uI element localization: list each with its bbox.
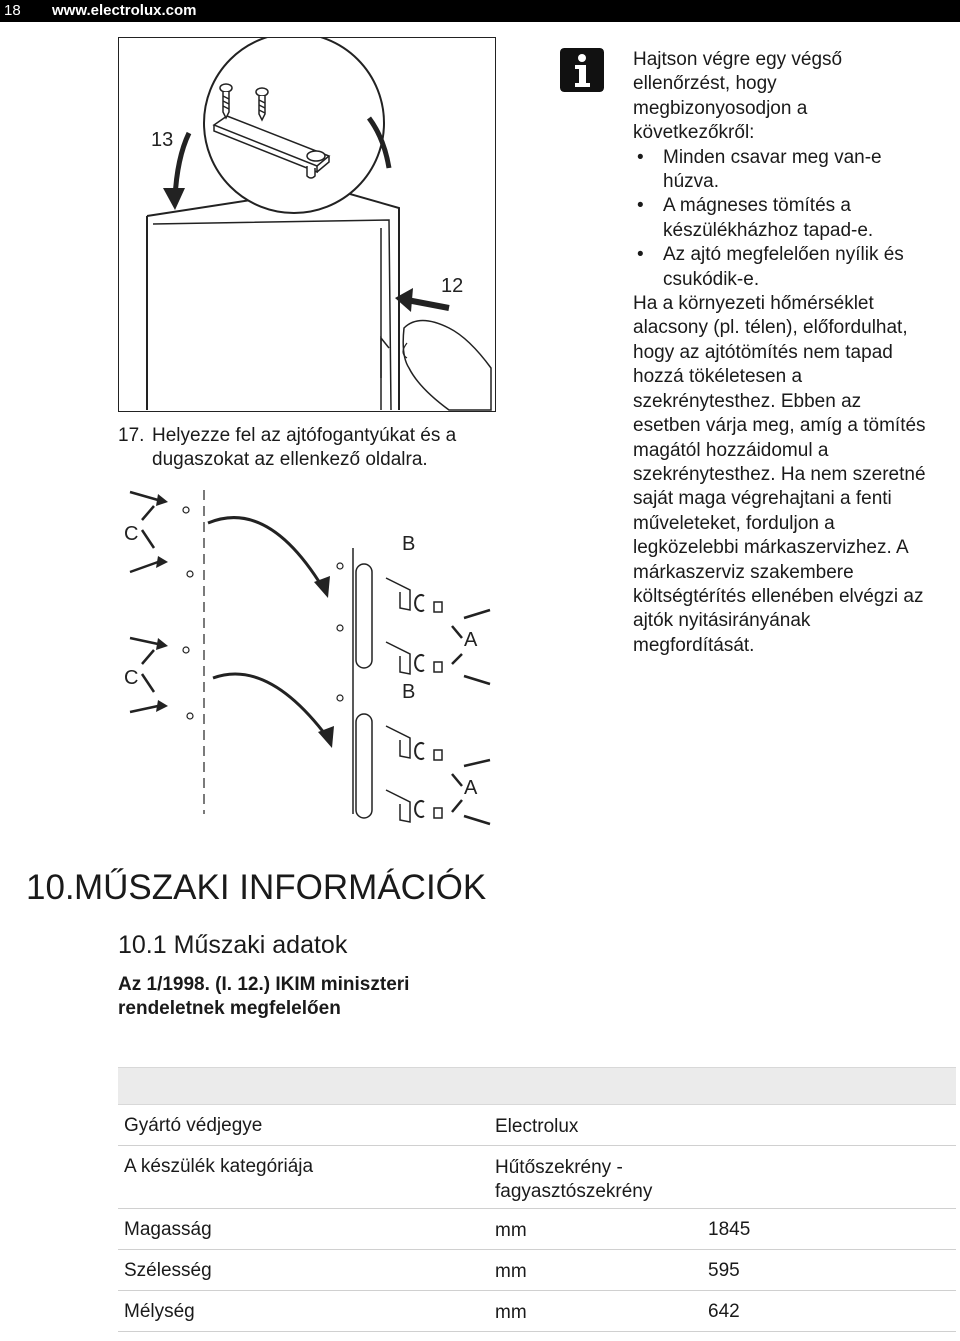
- final-check-note: [633, 48, 933, 658]
- spec-label: Gyártó védjegye: [124, 1115, 263, 1136]
- note-bullet-item: • A mágneses tömítés a készülékházhoz tapad-e.: [637, 195, 874, 241]
- diagram-label-a: A: [464, 777, 478, 799]
- note-bullet-list: [633, 146, 933, 292]
- spec-unit: mm: [495, 1261, 527, 1282]
- diagram-label-b: B: [402, 533, 416, 555]
- diagram-label-a: A: [464, 629, 478, 651]
- page-header: [0, 0, 960, 22]
- regulation-text: Az 1/1998. (I. 12.) IKIM miniszteri rendeletnek megfelelően: [118, 974, 410, 1019]
- website-link[interactable]: www.electrolux.com: [52, 2, 197, 19]
- spec-value: 1845: [708, 1219, 751, 1240]
- diagram-label-b: B: [402, 681, 416, 703]
- subsection-title-text: Műszaki adatok: [173, 931, 348, 959]
- spec-table-header: [118, 1067, 956, 1105]
- table-row: [118, 1250, 956, 1291]
- note-bullet-item: • Minden csavar meg van-e húzva.: [637, 146, 882, 193]
- note-body: Ha a környezeti hőmérséklet alacsony (pl. télen), előfordulhat, hogy az ajtótömítés nem tapad hozzá tökéletesen a szekrénytesthez. Ebben az esetben várja meg, amíg a tömítés magától hozzáidomul a szekrénytesthez. Ha nem szeretné saját maga végrehajtani a fenti műveleteket, forduljon a legközelebbi márkaszervizhez. A márkaszerviz szakembere költségtérítés ellenében elvégzi az ajtók nyitásirányának megfordítását.: [633, 293, 926, 656]
- diagram-label-c: C: [124, 523, 139, 545]
- figure-label-13: 13: [151, 129, 174, 151]
- spec-label: Szélesség: [124, 1260, 212, 1281]
- spec-unit: mm: [495, 1220, 527, 1241]
- door-hinge-illustration: [119, 38, 497, 413]
- spec-unit: mm: [495, 1302, 527, 1323]
- subsection-number: 10.1: [118, 931, 167, 959]
- spec-label: A készülék kategóriája: [124, 1156, 314, 1177]
- diagram-label-c: C: [124, 667, 139, 689]
- table-row: [118, 1291, 956, 1332]
- handle-swap-diagram: [118, 478, 508, 830]
- note-intro: Hajtson végre egy végső ellenőrzést, hogy megbizonyosodjon a következőkről:: [633, 49, 843, 144]
- spec-unit: Electrolux: [495, 1116, 579, 1137]
- step-number: 17.: [118, 425, 145, 446]
- note-bullet-item: • Az ajtó megfelelően nyílik és csukódik-e.: [637, 244, 904, 290]
- table-row: [118, 1105, 956, 1146]
- door-hinge-figure: [118, 37, 496, 412]
- section-title-text: MŰSZAKI INFORMÁCIÓK: [74, 868, 487, 907]
- spec-label: Magasság: [124, 1219, 212, 1240]
- figure-label-12: 12: [441, 275, 464, 297]
- step-text: Helyezze fel az ajtófogantyúkat és a dugaszokat az ellenkező oldalra.: [152, 425, 457, 470]
- spec-label: Mélység: [124, 1301, 195, 1322]
- spec-value: 642: [708, 1301, 740, 1322]
- page-number: 18: [4, 2, 21, 19]
- spec-value: 595: [708, 1260, 740, 1281]
- spec-table: [118, 1067, 956, 1332]
- table-row: [118, 1209, 956, 1250]
- table-row: [118, 1146, 956, 1209]
- subsection-title: [118, 930, 347, 960]
- section-number: 10.: [26, 868, 75, 907]
- spec-unit: Hűtőszekrény - fagyasztószekrény: [495, 1157, 653, 1202]
- section-title: [26, 868, 486, 908]
- info-icon: [560, 48, 604, 92]
